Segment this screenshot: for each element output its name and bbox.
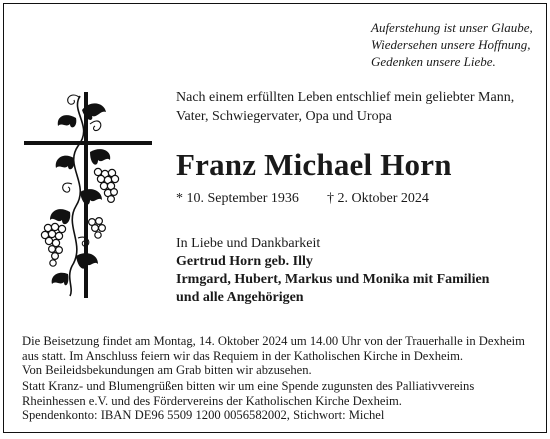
grape-cluster <box>41 223 65 266</box>
donation-line: Rheinhessen e.V. und des Fördervereins der Katholischen Kirche Dexheim. <box>22 393 402 408</box>
mourners-intro: In Liebe und Dankbarkeit <box>176 236 321 251</box>
funeral-info <box>22 334 537 378</box>
grape-cluster <box>89 218 106 239</box>
mourners-list <box>176 253 541 307</box>
vine-tendril <box>63 183 72 192</box>
funeral-line: Die Beisetzung findet am Montag, 14. Oktober 2024 um 14.00 Uhr von der Trauerhalle in Dexheim <box>22 334 525 348</box>
quote-line: Auferstehung ist unser Glaube, <box>371 20 533 35</box>
quote-line: Wiedersehen unsere Hoffnung, <box>371 37 531 52</box>
birth-date: * 10. September 1936 <box>176 191 299 206</box>
obituary-notice <box>3 3 547 433</box>
vine-tendril <box>90 121 101 131</box>
death-date: † 2. Oktober 2024 <box>327 191 429 206</box>
intro-text <box>176 88 536 126</box>
mourner-line: Gertrud Horn geb. Illy <box>176 254 313 269</box>
intro-line: Vater, Schwiegervater, Opa und Uropa <box>176 109 392 124</box>
life-dates <box>176 190 536 208</box>
donation-info <box>22 379 537 423</box>
donation-line: Statt Kranz- und Blumengrüßen bitten wir um eine Spende zugunsten des Palliativvereins <box>22 379 475 393</box>
mourner-line: und alle Angehörigen <box>176 290 304 305</box>
bible-quote <box>371 19 539 70</box>
funeral-line: Von Beileidsbekundungen am Grab bitten wir abzusehen. <box>22 363 312 378</box>
deceased-name: Franz Michael Horn <box>176 147 452 182</box>
mourner-line: Irmgard, Hubert, Markus und Monika mit Familien <box>176 272 490 287</box>
quote-line: Gedenken unsere Liebe. <box>371 54 496 69</box>
cross-horizontal-beam <box>24 141 152 145</box>
cross-with-grapevine-icon <box>20 88 156 302</box>
funeral-line: aus statt. Im Anschluss feiern wir das Requiem in der Katholischen Kirche in Dexheim. <box>22 348 464 363</box>
intro-line: Nach einem erfüllten Leben entschlief mein geliebter Mann, <box>176 90 515 105</box>
donation-line: Spendenkonto: IBAN DE96 5509 1200 0056582002, Stichwort: Michel <box>22 408 385 423</box>
